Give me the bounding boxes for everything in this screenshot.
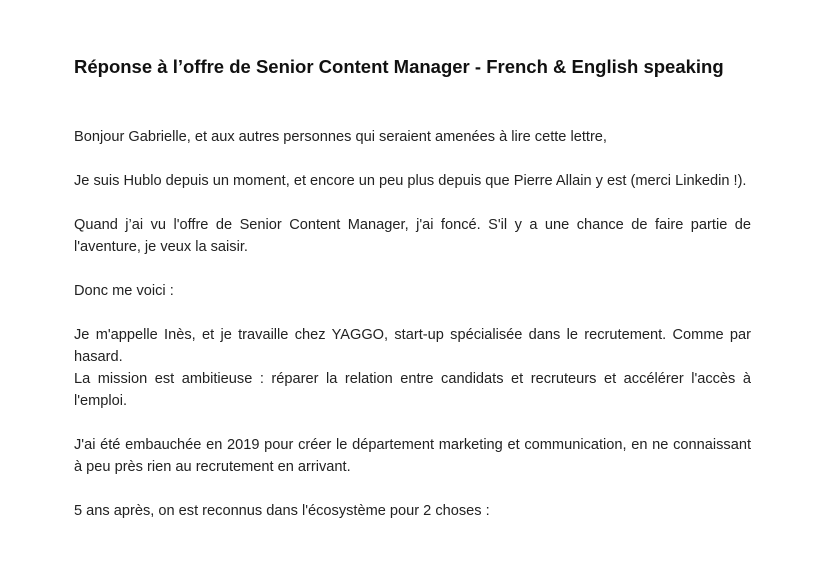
paragraph-mission: La mission est ambitieuse : réparer la relation entre candidats et recruteurs et accélérer l'accès à l'emploi.: [74, 371, 751, 409]
document-body: [74, 126, 751, 522]
paragraph-hired: J'ai été embauchée en 2019 pour créer le département marketing et communication, en ne connaissant à peu près rien au recrutement en arrivant.: [74, 437, 751, 475]
paragraph-recognition: 5 ans après, on est reconnus dans l'écosystème pour 2 choses :: [74, 503, 490, 519]
paragraph-greeting: Bonjour Gabrielle, et aux autres personnes qui seraient amenées à lire cette lettre,: [74, 129, 607, 145]
document-page: [74, 54, 751, 544]
paragraph-offer: Quand j’ai vu l'offre de Senior Content Manager, j'ai foncé. S'il y a une chance de faire partie de l'aventure, je veux la saisir.: [74, 217, 751, 255]
paragraph-intro: Donc me voici :: [74, 283, 174, 299]
document-title: Réponse à l’offre de Senior Content Manager - French & English speaking: [74, 56, 724, 77]
paragraph-hublo: Je suis Hublo depuis un moment, et encore un peu plus depuis que Pierre Allain y est (merci Linkedin !).: [74, 173, 747, 189]
paragraph-yaggo: Je m'appelle Inès, et je travaille chez YAGGO, start-up spécialisée dans le recrutement. Comme par hasard.: [74, 327, 751, 365]
